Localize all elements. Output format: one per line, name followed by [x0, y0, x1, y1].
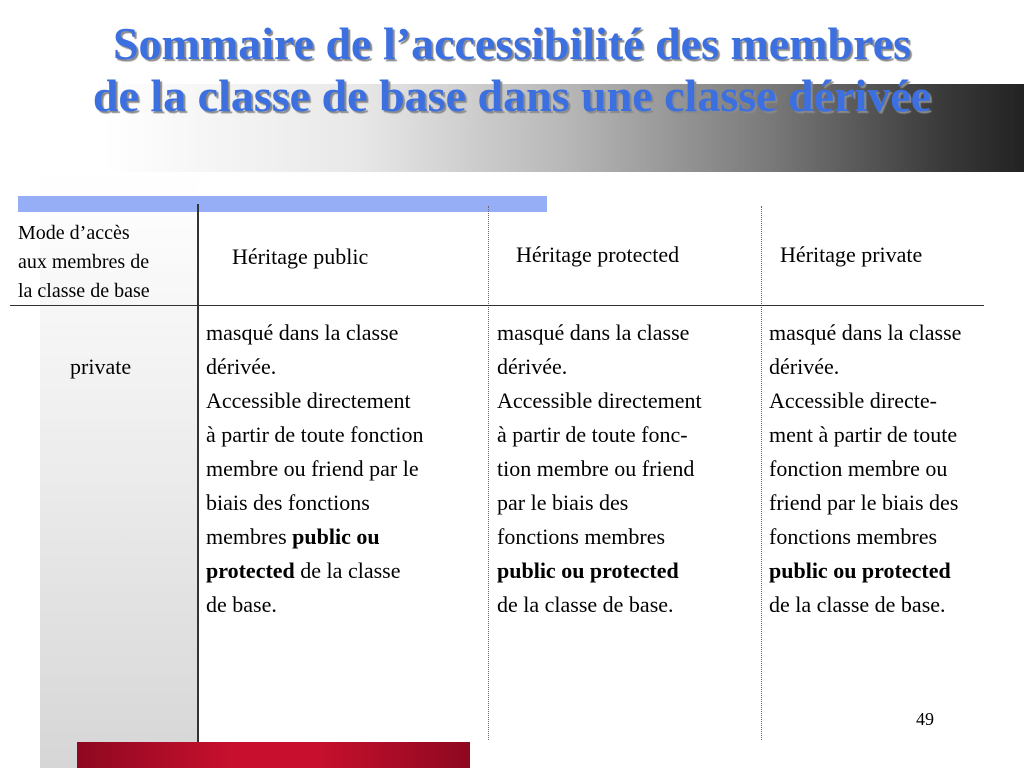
cell-line: friend par le biais des	[769, 490, 959, 515]
cell-line: fonction membre ou	[769, 456, 948, 481]
cell-line: fonctions membres	[497, 524, 666, 549]
header-public-inheritance: Héritage public	[232, 244, 369, 269]
header-access-mode-line1: Mode d’accès	[18, 222, 130, 244]
cell-line: masqué dans la classe	[769, 320, 962, 345]
cell-line: de la classe de base.	[497, 592, 674, 617]
cell-line: de la classe de base.	[769, 592, 946, 617]
header-access-mode	[18, 219, 193, 306]
cell-line: masqué dans la classe	[206, 320, 399, 345]
header-protected-inheritance: Héritage protected	[516, 242, 680, 267]
table-divider-dotted-2	[761, 206, 762, 740]
cell-line: masqué dans la classe	[497, 320, 690, 345]
header-access-mode-line2: aux membres de	[18, 251, 150, 273]
cell-protected-inheritance	[497, 316, 702, 622]
cell-public-inheritance	[206, 316, 423, 622]
cell-line: membre ou friend par le	[206, 456, 419, 481]
slide-title-line2: de la classe de base dans une classe dérivée	[92, 70, 932, 121]
table-divider-solid	[197, 204, 199, 744]
cell-line: à partir de toute fonc-	[497, 422, 688, 447]
cell-line: biais des fonctions	[206, 490, 370, 515]
cell-bold-text: public ou	[292, 524, 380, 549]
cell-bold-text: public ou protected	[769, 558, 951, 583]
cell-line: par le biais des	[497, 490, 629, 515]
cell-private-inheritance	[769, 316, 961, 622]
cell-line: dérivée.	[769, 354, 840, 379]
cell-line: à partir de toute fonction	[206, 422, 424, 447]
header-access-mode-line3: la classe de base	[18, 280, 150, 302]
accent-bar	[18, 196, 547, 212]
cell-line: dérivée.	[206, 354, 277, 379]
row-label-private: private	[70, 354, 132, 379]
cell-line: fonctions membres	[769, 524, 938, 549]
page-number: 49	[916, 709, 934, 729]
slide-title-line1: Sommaire de l’accessibilité des membres	[112, 18, 912, 69]
cell-line: dérivée.	[497, 354, 568, 379]
cell-line: Accessible directe-	[769, 388, 937, 413]
cell-line: membres	[206, 524, 293, 549]
cell-bold-text: protected	[206, 558, 295, 583]
cell-line: ment à partir de toute	[769, 422, 958, 447]
slide-title	[0, 18, 1024, 122]
table-divider-dotted-1	[488, 206, 489, 740]
cell-line: Accessible directement	[206, 388, 411, 413]
cell-line: tion membre ou friend	[497, 456, 695, 481]
cell-bold-text: public ou protected	[497, 558, 679, 583]
cell-line: de base.	[206, 592, 277, 617]
footer-red-bar	[77, 742, 470, 768]
cell-line: de la classe	[294, 558, 401, 583]
header-private-inheritance: Héritage private	[780, 242, 923, 267]
cell-line: Accessible directement	[497, 388, 702, 413]
